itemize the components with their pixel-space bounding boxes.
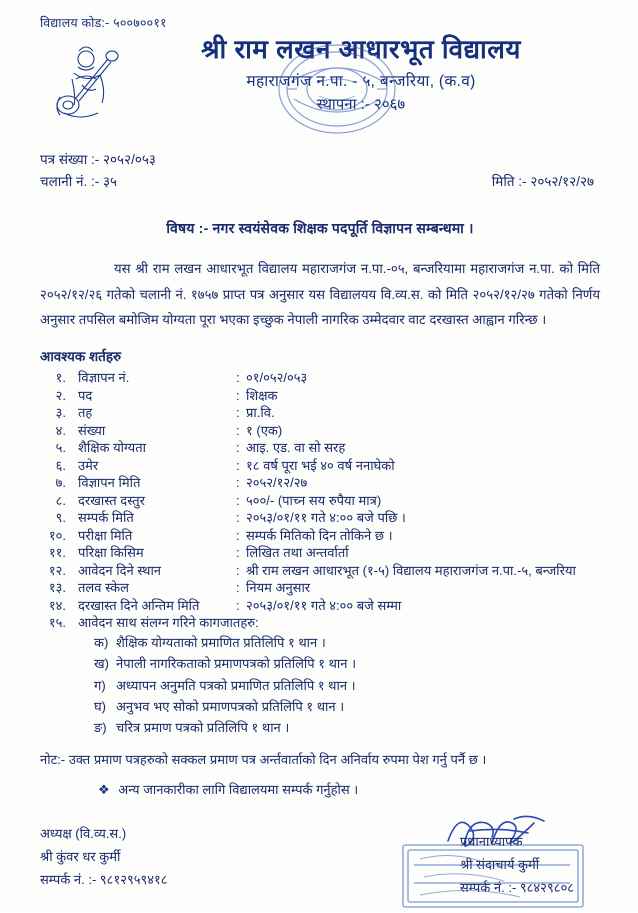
condition-row — [40, 424, 600, 437]
condition-label: विज्ञापन मिति — [78, 475, 141, 491]
condition-label: पद — [78, 387, 93, 403]
document-text: शैक्षिक योग्यताको प्रमाणित प्रतिलिपि १ थान । — [116, 635, 326, 651]
condition-sn: १०. — [48, 527, 66, 543]
condition-row — [40, 476, 600, 489]
condition-sn: १३. — [48, 580, 66, 596]
dispatch-number-value: ३५ — [102, 174, 118, 189]
headteacher-role: प्रधानाध्यापक — [459, 834, 523, 850]
saraswati-veena-icon — [46, 39, 120, 125]
condition-colon: : — [236, 527, 240, 543]
condition-label: शैक्षिक योग्यता — [78, 440, 147, 456]
condition-label: विज्ञापन नं. — [78, 370, 130, 386]
condition-value: २०५३/०१/११ गते ४:०० बजे पछि । — [246, 510, 406, 526]
date-label: मिति :- — [491, 174, 527, 189]
condition-label: संख्या — [78, 422, 106, 438]
condition-label: दरखास्त दिने अन्तिम मिति — [78, 597, 200, 613]
condition-row — [40, 441, 600, 454]
condition-colon: : — [236, 597, 240, 613]
document-content — [40, 14, 600, 913]
list-item — [94, 656, 600, 672]
diamond-bullet-icon: ❖ — [98, 781, 110, 797]
condition-value: : — [255, 615, 259, 631]
condition-colon: : — [236, 387, 240, 403]
document-sn: ख) — [94, 656, 109, 672]
condition-value: १८ वर्ष पूरा भई ४० वर्ष ननाघेको — [246, 457, 395, 473]
condition-row — [40, 406, 600, 419]
condition-colon: : — [236, 370, 240, 386]
condition-value: आइ. एड. वा सो सरह — [246, 440, 346, 456]
condition-value: ५००/- (पाच्न सय रुपैया मात्र) — [246, 492, 382, 508]
condition-colon: : — [236, 440, 240, 456]
subject-prefix: विषय :- — [166, 220, 209, 236]
headteacher-contact-value: ९८४२९८०८ — [519, 879, 574, 895]
condition-row — [40, 494, 600, 507]
condition-sn: १४. — [48, 597, 66, 613]
chairperson-role: अध्यक्ष (वि.व्य.स.) — [40, 826, 127, 842]
headteacher-name: श्री संदाचार्य कुर्मी — [459, 857, 540, 873]
document-sn: घ) — [94, 698, 107, 714]
condition-colon: : — [236, 510, 240, 526]
reference-block — [40, 147, 600, 191]
rectangular-office-stamp-icon — [400, 841, 586, 911]
list-item — [94, 635, 600, 651]
letter-number-value: २०५२/०५३ — [102, 152, 156, 167]
headteacher-contact-label: सम्पर्क नं. :- — [459, 879, 517, 895]
condition-label: आवेदन साथ संलग्न गरिने कागजातहरु — [78, 615, 255, 631]
note-line — [40, 750, 600, 770]
signature-area — [40, 823, 600, 913]
condition-colon: : — [236, 545, 240, 561]
school-address: महाराजगंज न.पा. - ५, बन्जरिया, (क.व) — [246, 72, 476, 90]
condition-label: आवेदन दिने स्थान — [78, 562, 162, 578]
condition-value: शिक्षक — [246, 387, 278, 403]
condition-row — [40, 564, 600, 577]
document-text: अनुभव भए सोको प्रमाणपत्रको प्रतिलिपि १ थान । — [116, 698, 345, 714]
condition-value: १ (एक) — [246, 422, 283, 438]
condition-value: श्री राम लखन आधारभूत (१-५) विद्यालय महाराजगंज न.पा.-५, बन्जरिया — [246, 562, 576, 578]
school-code-value: ५००७००११ — [113, 16, 167, 30]
letter-number-label: पत्र संख्या :- — [40, 152, 100, 167]
letter-number-line — [40, 147, 600, 169]
condition-label: सम्पर्क मिति — [78, 510, 134, 526]
condition-label: तलव स्केल — [78, 580, 129, 596]
condition-colon: : — [236, 457, 240, 473]
list-item — [94, 699, 600, 715]
note-prefix: नोट:- — [40, 752, 66, 768]
condition-sn: १५. — [48, 615, 66, 631]
chairperson-signature-block — [40, 823, 168, 891]
document-sn: ङ) — [94, 720, 107, 736]
date-value: २०५२/१२/२७ — [530, 174, 594, 189]
extra-note-line — [98, 780, 600, 800]
condition-colon: : — [236, 580, 240, 596]
list-item — [94, 720, 600, 736]
condition-row — [40, 616, 600, 629]
condition-colon: : — [236, 562, 240, 578]
chairperson-contact-value: ९८१२९५९४१८ — [99, 871, 168, 887]
condition-row — [40, 371, 600, 384]
condition-sn: ७. — [55, 475, 66, 491]
condition-row — [40, 581, 600, 594]
document-sn: क) — [94, 635, 109, 651]
condition-row — [40, 599, 600, 612]
extra-note-text: अन्य जानकारीका लागि विद्यालयमा सम्पर्क गर्नुहोस । — [118, 781, 359, 797]
condition-colon: : — [236, 422, 240, 438]
condition-sn: ८. — [55, 492, 66, 508]
document-sn: ग) — [94, 677, 106, 693]
chairperson-name: श्री कुंवर धर कुर्मी — [40, 849, 121, 865]
list-item — [94, 678, 600, 694]
required-documents-list — [94, 635, 600, 736]
chairperson-contact — [40, 869, 168, 892]
condition-row — [40, 459, 600, 472]
dispatch-number-label: चलानी नं. :- — [40, 174, 100, 189]
condition-sn: ४. — [55, 422, 66, 438]
condition-label: परिक्षा किसिम — [78, 545, 144, 561]
condition-row — [40, 529, 600, 542]
note-text: उक्त प्रमाण पत्रहरुको सक्कल प्रमाण पत्र अर्न्तवार्ताको दिन अनिर्वाय रुपमा पेश गर्नु पर्नै छ । — [68, 752, 487, 768]
condition-value: लिखित तथा अन्तर्वार्ता — [246, 545, 349, 561]
condition-value: २०५३/०१/११ गते ४:०० बजे सम्मा — [246, 597, 402, 613]
school-code-line — [40, 14, 600, 31]
condition-label: तह — [78, 405, 93, 421]
document-text: अध्यापन अनुमति पत्रको प्रमाणित प्रतिलिपि १ थान । — [116, 677, 356, 693]
subject-text: नगर स्वयंसेवक शिक्षक पदपूर्ति विज्ञापन सम्बन्धमा । — [212, 220, 474, 236]
document-text: चरित्र प्रमाण पत्रको प्रतिलिपि १ थान । — [116, 720, 290, 736]
condition-colon: : — [236, 405, 240, 421]
date-group — [492, 169, 594, 195]
document-text: नेपाली नागरिकताको प्रमाणपत्रको प्रतिलिपि १ थान । — [116, 656, 357, 672]
condition-sn: ३. — [55, 405, 66, 421]
condition-row — [40, 389, 600, 402]
body-paragraph: यस श्री राम लखन आधारभूत विद्यालय महाराजगंज न.पा.-०५, बन्जरियामा महाराजगंज न.पा. को मिति २०५२/१२/२६ गतेको चलानी नं. १७५७ प्राप्त पत्र अनुसार यस विद्यालयय वि.व्य.स. को मिति २०५२/१२/२७ गतेको निर्णय अनुसार तपसिल बमोजिम योग्यता पूरा भएका इच्छुक नेपाली नागरिक उम्मेदवार वाट दरखास्त आह्वान गरिन्छ । — [40, 261, 600, 328]
condition-sn: ९. — [55, 510, 66, 526]
dispatch-number-line — [40, 169, 600, 191]
condition-colon: : — [236, 475, 240, 491]
condition-colon: : — [236, 492, 240, 508]
requirements-heading: आवश्यक शर्तहरु — [40, 349, 122, 365]
school-code-label: विद्यालय कोड:- — [40, 16, 110, 30]
school-established: स्थापना :- २०६७ — [316, 95, 406, 113]
school-name: श्री राम लखन आधारभूत विद्यालय — [201, 34, 521, 64]
condition-value: २०५२/१२/२७ — [246, 475, 308, 491]
condition-sn: ११. — [48, 545, 66, 561]
condition-label: दरखास्त दस्तुर — [78, 492, 145, 508]
subject-line — [40, 219, 600, 238]
letterhead — [40, 33, 600, 145]
conditions-list — [40, 371, 600, 629]
condition-sn: ६. — [55, 457, 66, 473]
condition-sn: १. — [55, 370, 66, 386]
condition-label: उमेर — [78, 457, 99, 473]
school-title-block — [126, 35, 596, 114]
chairperson-contact-label: सम्पर्क नं. :- — [40, 871, 97, 887]
condition-value: प्रा.वि. — [246, 405, 275, 421]
condition-label: परीक्षा मिति — [78, 527, 133, 543]
condition-sn: २. — [55, 387, 66, 403]
condition-row — [40, 511, 600, 524]
condition-sn: १२. — [48, 562, 66, 578]
condition-value: सम्पर्क मितिको दिन तोकिने छ । — [246, 527, 393, 543]
condition-sn: ५. — [55, 440, 66, 456]
condition-value: ०१/०५२/०५३ — [246, 370, 308, 386]
condition-row — [40, 546, 600, 559]
condition-value: नियम अनुसार — [246, 580, 311, 596]
